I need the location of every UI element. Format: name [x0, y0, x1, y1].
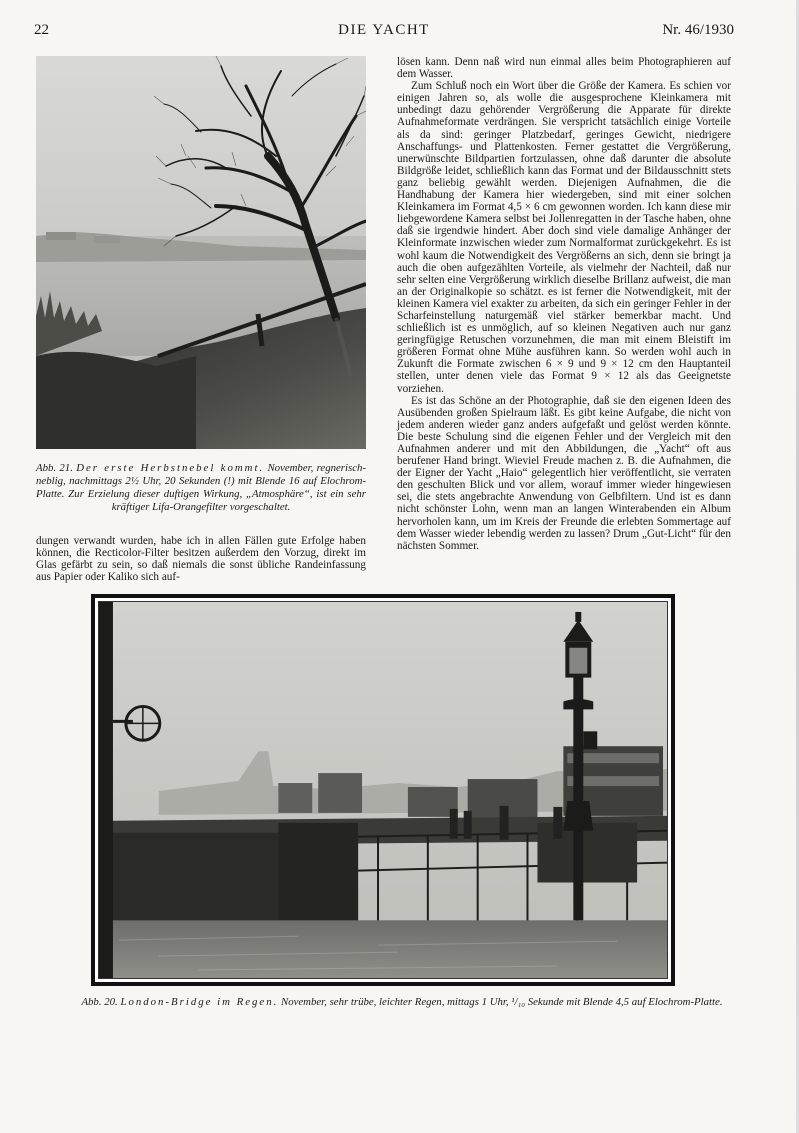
- photo-autumn-fog-tree: [36, 56, 366, 449]
- journal-title: DIE YACHT: [338, 22, 430, 38]
- right-column-text: [397, 56, 731, 552]
- photo-london-bridge: [98, 601, 668, 979]
- caption-figure-20: [52, 996, 752, 1009]
- right-column-paragraph-3: Es ist das Schöne an der Photographie, daß sie den eigenen Ideen des Ausübenden großen Spielraum läßt. Es gibt keine Aufgabe, die nicht von jedem anderen wieder ganz anders aufgefaßt und gelöst werden könnte. Die beste Schulung sind die eigenen Fehler und der Vergleich mit den Aufnahmen anderer und mit den Abbildungen, die „Yacht“ oft aus berufener Hand bringt. Wieviel Freude machen z. B. die Aufnahmen, die der Eigner der Yacht „Haio“ gelegentlich hier veröffentlicht, sie verraten den geschulten Blick und vor allem, worauf immer wieder hingewiesen sei, die stets angebrachte Anwendung von Gelbfiltern. Und ist es dann nicht schönster Lohn, wenn man an langen Winterabenden ein Album hervorholen kann, um im Kreis der Freunde die erlebten Sommertage auf dem Wasser wieder lebendig werden zu lassen? Drum „Gut-Licht“ für den nächsten Sommer.: [397, 394, 731, 552]
- photo-autumn-fog-tree-image: [36, 56, 366, 449]
- left-column-paragraph: dungen verwandt wurden, habe ich in allen Fällen gute Erfolge haben können, die Recticolor-Filter besitzen außerdem den Vorzug, direkt im Glas gefärbt zu sein, so daß niemals die sonst übliche Randeinfassung aus Papier oder Kaliko sich auf-: [36, 535, 366, 584]
- page-header: [34, 22, 734, 42]
- caption-figure-21-text: November, regnerisch-neblig, nachmittags 2½ Uhr, 20 Sekunden (!) mit Blende 16 auf Elochrom-Platte. Zur Erzielung dieser duftigen Wirkung, „Atmosphäre“, ist ein sehr kräftiger Lifa-Orangefilter vorgeschaltet.: [36, 462, 367, 513]
- caption-figure-20-label: Abb. 20.: [81, 996, 118, 1008]
- caption-figure-20-text: November, sehr trübe, leichter Regen, mittags 1 Uhr, ¹/₁₀ Sekunde mit Blende 4,5 auf Elochrom-Platte.: [281, 996, 723, 1008]
- left-column-text: [36, 535, 366, 583]
- caption-figure-21-label: Abb. 21.: [36, 462, 73, 474]
- caption-figure-21-title: Der erste Herbstnebel kommt.: [76, 462, 265, 474]
- right-column-paragraph-2: Zum Schluß noch ein Wort über die Größe der Kamera. Es schien vor einigen Jahren so, als wolle die ausgesprochene Kleinkamera mit unbedingt dazu gehörender Vergrößerung die Apparate für direkte Aufnahmeformate verdrängen. Sie verspricht tatsächlich einige Vorteile als da sind: geringer Platzbedarf, geringes Gewicht, niedrigere Anschaffungs- und Plattenkosten. Ferner gestattet die Vergrößerung, unerwünschte Bildpartien fortzulassen, ohne daß darunter die absolute Bildgröße leidet, schließlich kann das Format und der Bildausschnitt stets ganz beliebig gewählt werden. Diejenigen Aufnahmen, die die Handhabung der Kamera hier wiedergeben, sind mit einer solchen Kleinkamera im Format 4,5 × 6 cm gewonnen worden. Ich kann diese mir liebgewordene Kamera selbst bei Jollenregatten in der Tasche haben, ohne daß sie irgendwie hindert. Aber doch sind viele damalige Anhänger der Kleinformate inzwischen wieder zum Normalformat zurückgekehrt. Es ist wohl kaum die Notwendigkeit des Vergrößerns an sich, denn sie bringt ja auch die oben aufgezählten Vorteile, als vielmehr der Nachteil, daß nur sehr selten eine Vergrößerung wirklich dieselbe Brillanz aufweist, die man an der Originalkopie so schätzt. es ist ferner die Notwendigkeit, mit der kleinen Kamera viel exakter zu arbeiten, da sich ein geringer Fehler in der Scharfeinstellung naturgemäß viel stärker bemerkbar macht. Und schließlich ist es unmöglich, auf so kleinen Negativen auch nur ganz geringfügige Retuschen vorzunehmen, die man mit einem Bleistift im größeren Format ohne Mühe ausführen kann. So werden wohl auch in Zukunft die Formate zwischen 6 × 9 und 9 × 12 cm den Hauptanteil stellen, unter denen viele das Format 9 × 12 als das Geeignetste vorziehen.: [397, 80, 731, 395]
- photo-london-bridge-image: [99, 602, 667, 978]
- issue-number: Nr. 46/1930: [662, 22, 734, 38]
- caption-figure-20-title: London-Bridge im Regen.: [120, 996, 279, 1008]
- page-number: 22: [34, 22, 49, 38]
- right-column-paragraph-1: lösen kann. Denn naß wird nun einmal alles beim Photographieren auf dem Wasser.: [397, 56, 731, 81]
- caption-figure-21: [36, 462, 366, 514]
- photo-london-bridge-frame: [91, 594, 675, 986]
